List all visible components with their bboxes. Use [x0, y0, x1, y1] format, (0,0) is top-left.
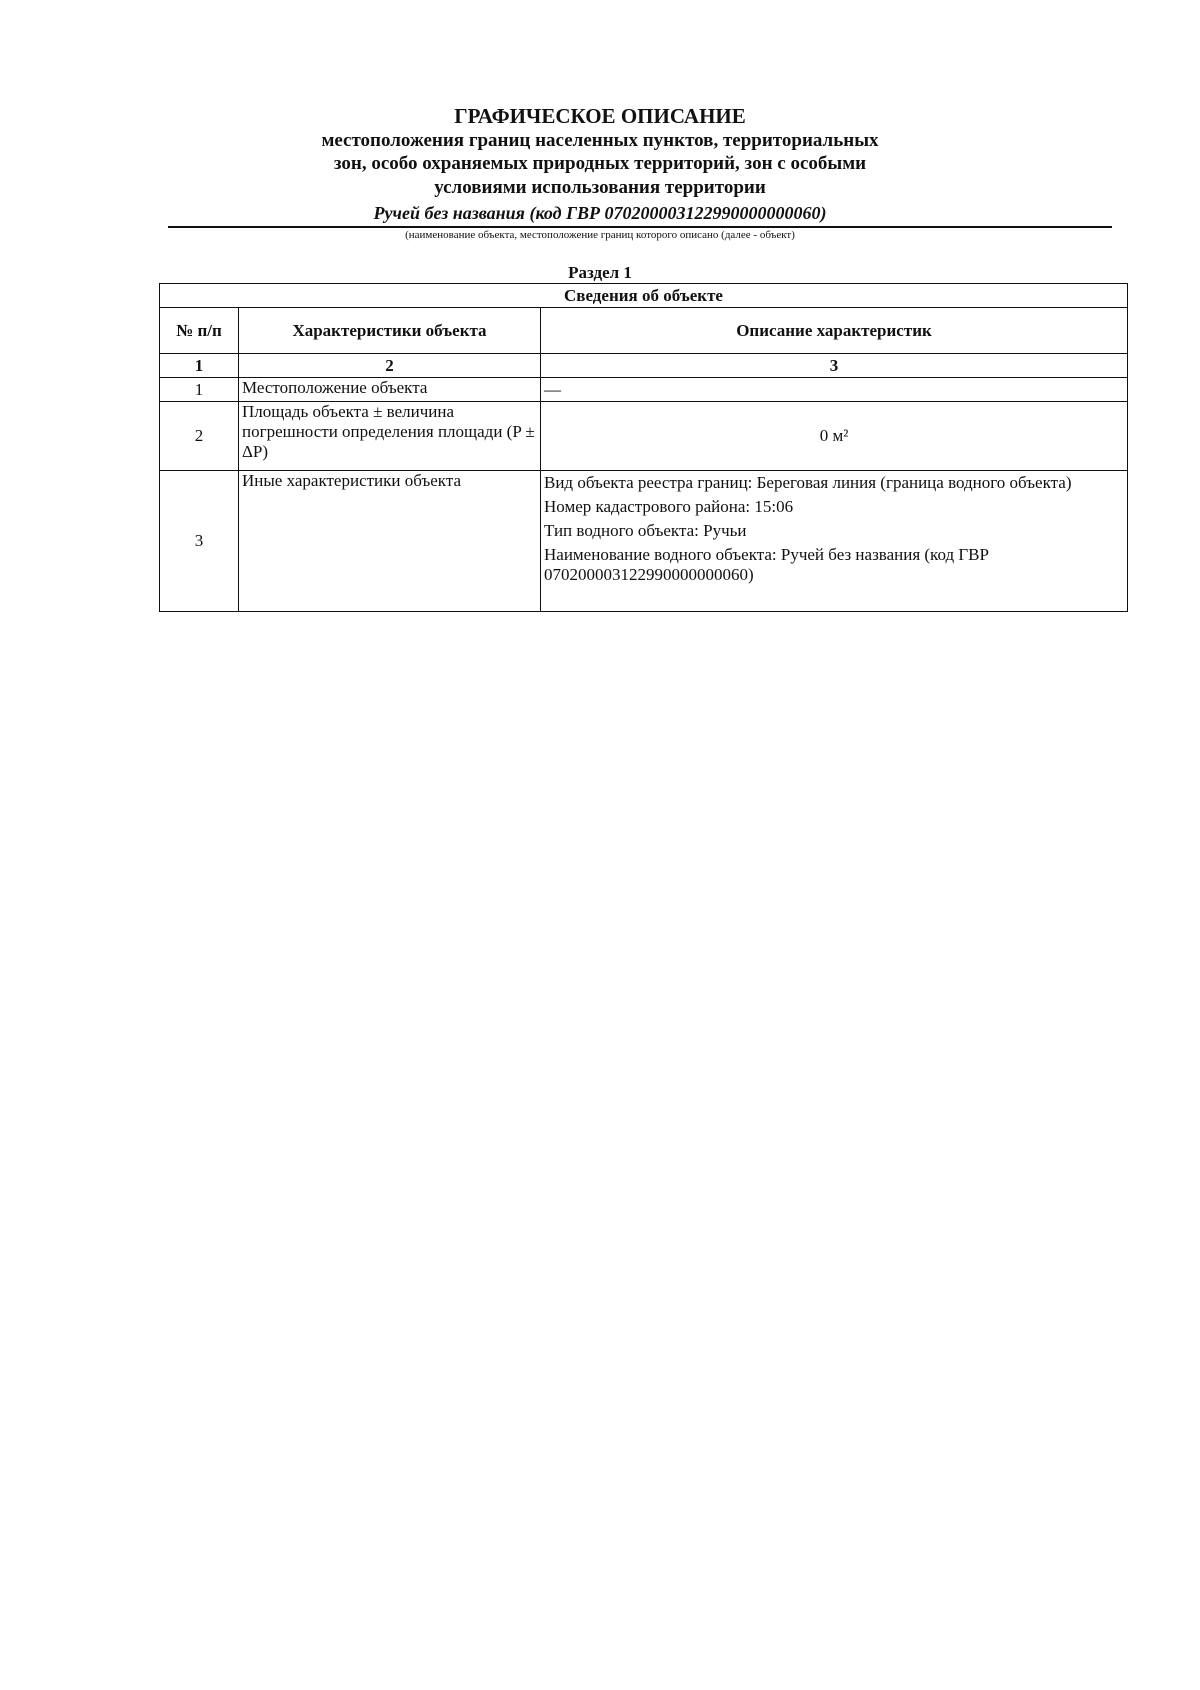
object-name: Ручей без названия (код ГВР 070200003122990000000060) — [373, 203, 827, 223]
object-name-caption: (наименование объекта, местоположение границ которого описано (далее - объект) — [405, 229, 795, 241]
object-name-underline — [168, 226, 1112, 228]
row-number: 1 — [160, 378, 239, 402]
column-header-characteristic: Характеристики объекта — [239, 308, 541, 354]
row-characteristic: Площадь объекта ± величина погрешности определения площади (P ± ΔP) — [239, 402, 541, 471]
document-title: ГРАФИЧЕСКОЕ ОПИСАНИЕ — [454, 104, 746, 128]
column-number-2: 2 — [239, 354, 541, 378]
row-number: 2 — [160, 402, 239, 471]
table-title: Сведения об объекте — [160, 284, 1128, 308]
row-description: 0 м² — [541, 402, 1128, 471]
object-info-table — [159, 283, 1128, 612]
table-row — [160, 378, 1128, 402]
description-line: Номер кадастрового района: 15:06 — [544, 497, 794, 516]
row-description — [541, 471, 1128, 612]
description-line: Тип водного объекта: Ручьи — [544, 521, 747, 540]
description-line: Наименование водного объекта: Ручей без названия (код ГВР 070200003122990000000060) — [544, 545, 989, 584]
column-number-1: 1 — [160, 354, 239, 378]
column-number-3: 3 — [541, 354, 1128, 378]
table-row — [160, 402, 1128, 471]
document-subtitle-line-2: зон, особо охраняемых природных территорий, зон с особыми — [333, 153, 867, 174]
table-row — [160, 471, 1128, 612]
document-subtitle-line-3: условиями использования территории — [434, 177, 766, 198]
section-label: Раздел 1 — [568, 263, 632, 282]
column-header-description: Описание характеристик — [541, 308, 1128, 354]
column-header-number: № п/п — [160, 308, 239, 354]
description-line: Вид объекта реестра границ: Береговая линия (граница водного объекта) — [544, 473, 1072, 492]
row-description: — — [541, 378, 1128, 402]
row-characteristic: Иные характеристики объекта — [239, 471, 541, 612]
row-characteristic: Местоположение объекта — [239, 378, 541, 402]
document-subtitle-line-1: местоположения границ населенных пунктов, территориальных — [321, 130, 879, 151]
row-number: 3 — [160, 471, 239, 612]
